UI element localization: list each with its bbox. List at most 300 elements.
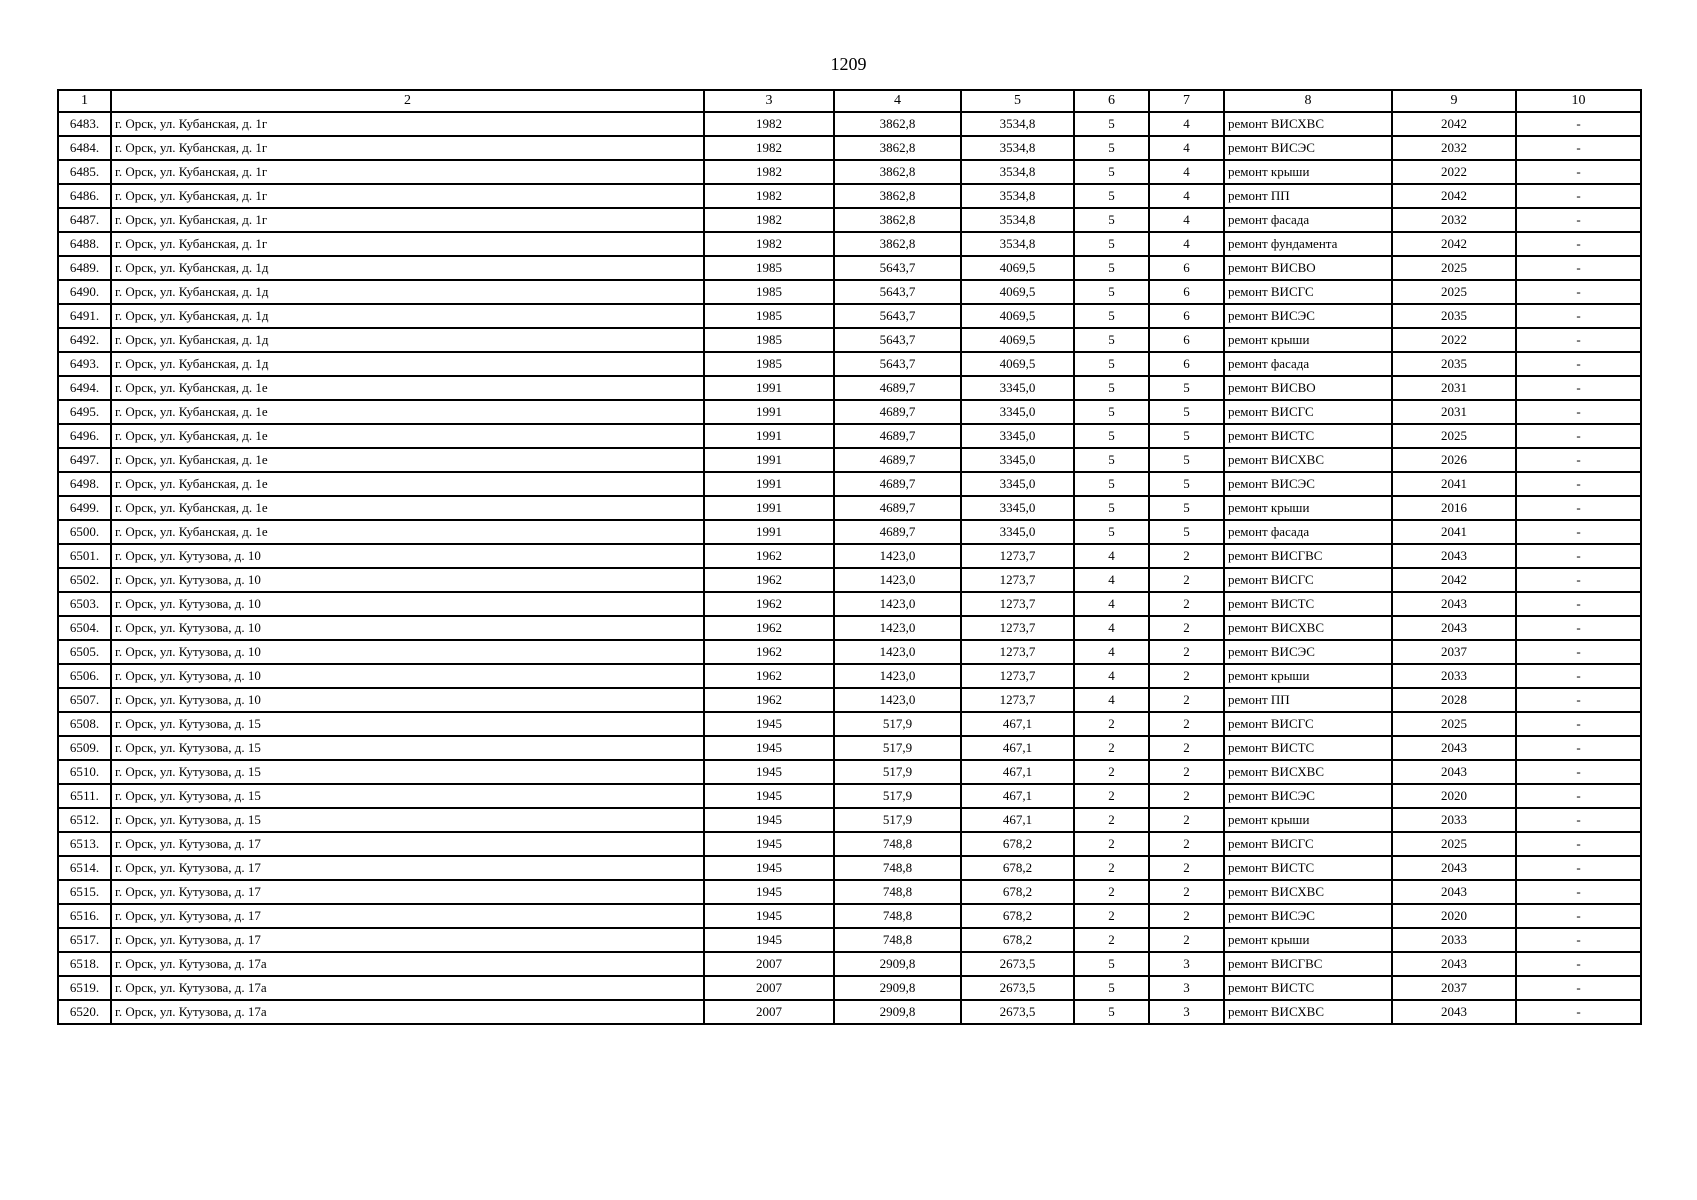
cell-floors: 5 (1074, 160, 1149, 184)
cell-planned-year: 2022 (1392, 328, 1516, 352)
cell-note: - (1516, 736, 1641, 760)
cell-floors: 5 (1074, 352, 1149, 376)
cell-planned-year: 2041 (1392, 520, 1516, 544)
cell-address: г. Орск, ул. Кутузова, д. 10 (111, 616, 704, 640)
table-row (58, 376, 1641, 400)
cell-row-number: 6506. (58, 664, 111, 688)
cell-address: г. Орск, ул. Кутузова, д. 10 (111, 640, 704, 664)
cell-note: - (1516, 832, 1641, 856)
cell-planned-year: 2041 (1392, 472, 1516, 496)
cell-row-number: 6494. (58, 376, 111, 400)
cell-note: - (1516, 616, 1641, 640)
cell-work-type: ремонт ВИСЭС (1224, 136, 1392, 160)
cell-entrances: 2 (1149, 808, 1224, 832)
cell-row-number: 6499. (58, 496, 111, 520)
cell-work-type: ремонт фундамента (1224, 232, 1392, 256)
cell-living-area: 1273,7 (961, 568, 1074, 592)
cell-note: - (1516, 328, 1641, 352)
cell-total-area: 1423,0 (834, 568, 961, 592)
cell-entrances: 4 (1149, 136, 1224, 160)
table-row (58, 640, 1641, 664)
cell-total-area: 1423,0 (834, 544, 961, 568)
cell-build-year: 1982 (704, 184, 834, 208)
cell-note: - (1516, 496, 1641, 520)
cell-work-type: ремонт ПП (1224, 184, 1392, 208)
cell-row-number: 6496. (58, 424, 111, 448)
cell-work-type: ремонт ВИСГС (1224, 568, 1392, 592)
cell-total-area: 5643,7 (834, 280, 961, 304)
cell-entrances: 2 (1149, 832, 1224, 856)
cell-note: - (1516, 760, 1641, 784)
table-row (58, 304, 1641, 328)
cell-build-year: 1991 (704, 472, 834, 496)
cell-planned-year: 2032 (1392, 136, 1516, 160)
cell-floors: 2 (1074, 736, 1149, 760)
cell-address: г. Орск, ул. Кутузова, д. 15 (111, 736, 704, 760)
cell-living-area: 4069,5 (961, 304, 1074, 328)
cell-note: - (1516, 184, 1641, 208)
cell-total-area: 5643,7 (834, 304, 961, 328)
cell-planned-year: 2043 (1392, 856, 1516, 880)
cell-floors: 4 (1074, 664, 1149, 688)
cell-entrances: 2 (1149, 664, 1224, 688)
cell-entrances: 5 (1149, 496, 1224, 520)
cell-floors: 5 (1074, 424, 1149, 448)
cell-planned-year: 2043 (1392, 592, 1516, 616)
cell-total-area: 517,9 (834, 760, 961, 784)
cell-build-year: 1991 (704, 424, 834, 448)
cell-planned-year: 2031 (1392, 400, 1516, 424)
cell-note: - (1516, 208, 1641, 232)
cell-living-area: 1273,7 (961, 616, 1074, 640)
cell-living-area: 3345,0 (961, 472, 1074, 496)
column-header-2: 2 (111, 90, 704, 112)
cell-floors: 2 (1074, 760, 1149, 784)
cell-row-number: 6493. (58, 352, 111, 376)
cell-floors: 5 (1074, 256, 1149, 280)
cell-planned-year: 2043 (1392, 952, 1516, 976)
cell-address: г. Орск, ул. Кутузова, д. 17 (111, 880, 704, 904)
table-row (58, 136, 1641, 160)
cell-living-area: 1273,7 (961, 544, 1074, 568)
cell-address: г. Орск, ул. Кутузова, д. 17 (111, 832, 704, 856)
cell-planned-year: 2020 (1392, 904, 1516, 928)
cell-address: г. Орск, ул. Кубанская, д. 1г (111, 136, 704, 160)
cell-total-area: 1423,0 (834, 664, 961, 688)
cell-note: - (1516, 544, 1641, 568)
cell-total-area: 4689,7 (834, 424, 961, 448)
cell-work-type: ремонт ВИСЭС (1224, 904, 1392, 928)
cell-floors: 2 (1074, 832, 1149, 856)
cell-work-type: ремонт крыши (1224, 160, 1392, 184)
cell-row-number: 6520. (58, 1000, 111, 1024)
cell-build-year: 1945 (704, 856, 834, 880)
cell-floors: 2 (1074, 880, 1149, 904)
cell-living-area: 3534,8 (961, 232, 1074, 256)
cell-address: г. Орск, ул. Кубанская, д. 1е (111, 400, 704, 424)
table-row (58, 400, 1641, 424)
cell-row-number: 6491. (58, 304, 111, 328)
cell-floors: 4 (1074, 688, 1149, 712)
cell-planned-year: 2020 (1392, 784, 1516, 808)
cell-planned-year: 2043 (1392, 1000, 1516, 1024)
cell-floors: 2 (1074, 856, 1149, 880)
cell-work-type: ремонт ВИСГС (1224, 712, 1392, 736)
cell-entrances: 6 (1149, 352, 1224, 376)
cell-work-type: ремонт ВИСГВС (1224, 544, 1392, 568)
cell-row-number: 6487. (58, 208, 111, 232)
cell-address: г. Орск, ул. Кутузова, д. 17 (111, 928, 704, 952)
table-row (58, 184, 1641, 208)
table-row (58, 856, 1641, 880)
cell-planned-year: 2016 (1392, 496, 1516, 520)
cell-total-area: 3862,8 (834, 112, 961, 136)
table-row (58, 688, 1641, 712)
column-header-1: 1 (58, 90, 111, 112)
cell-address: г. Орск, ул. Кубанская, д. 1е (111, 520, 704, 544)
cell-build-year: 1991 (704, 520, 834, 544)
cell-build-year: 1945 (704, 808, 834, 832)
cell-total-area: 3862,8 (834, 232, 961, 256)
cell-total-area: 5643,7 (834, 256, 961, 280)
cell-row-number: 6501. (58, 544, 111, 568)
cell-floors: 5 (1074, 520, 1149, 544)
cell-total-area: 1423,0 (834, 640, 961, 664)
cell-build-year: 1991 (704, 376, 834, 400)
table-row (58, 232, 1641, 256)
cell-planned-year: 2033 (1392, 664, 1516, 688)
cell-note: - (1516, 928, 1641, 952)
cell-entrances: 4 (1149, 208, 1224, 232)
cell-build-year: 1985 (704, 352, 834, 376)
cell-entrances: 2 (1149, 592, 1224, 616)
cell-build-year: 2007 (704, 976, 834, 1000)
cell-entrances: 5 (1149, 448, 1224, 472)
table-row (58, 160, 1641, 184)
cell-build-year: 1962 (704, 568, 834, 592)
cell-planned-year: 2042 (1392, 232, 1516, 256)
cell-living-area: 4069,5 (961, 328, 1074, 352)
cell-living-area: 3534,8 (961, 112, 1074, 136)
cell-row-number: 6507. (58, 688, 111, 712)
cell-work-type: ремонт ВИСВО (1224, 376, 1392, 400)
cell-note: - (1516, 640, 1641, 664)
cell-total-area: 517,9 (834, 784, 961, 808)
cell-entrances: 2 (1149, 904, 1224, 928)
cell-note: - (1516, 1000, 1641, 1024)
cell-address: г. Орск, ул. Кубанская, д. 1г (111, 208, 704, 232)
table-row (58, 952, 1641, 976)
cell-build-year: 1945 (704, 832, 834, 856)
cell-build-year: 1991 (704, 448, 834, 472)
cell-living-area: 3345,0 (961, 496, 1074, 520)
cell-note: - (1516, 232, 1641, 256)
cell-living-area: 3345,0 (961, 400, 1074, 424)
cell-floors: 5 (1074, 376, 1149, 400)
cell-living-area: 678,2 (961, 856, 1074, 880)
cell-note: - (1516, 376, 1641, 400)
table-row (58, 208, 1641, 232)
cell-total-area: 4689,7 (834, 448, 961, 472)
cell-address: г. Орск, ул. Кутузова, д. 17а (111, 1000, 704, 1024)
table-row (58, 928, 1641, 952)
cell-total-area: 748,8 (834, 928, 961, 952)
cell-row-number: 6504. (58, 616, 111, 640)
cell-entrances: 4 (1149, 112, 1224, 136)
cell-floors: 5 (1074, 952, 1149, 976)
table-row (58, 544, 1641, 568)
cell-row-number: 6513. (58, 832, 111, 856)
cell-floors: 4 (1074, 616, 1149, 640)
cell-total-area: 3862,8 (834, 184, 961, 208)
cell-build-year: 1991 (704, 400, 834, 424)
table-row (58, 736, 1641, 760)
cell-address: г. Орск, ул. Кубанская, д. 1д (111, 256, 704, 280)
cell-total-area: 3862,8 (834, 208, 961, 232)
cell-living-area: 2673,5 (961, 952, 1074, 976)
cell-planned-year: 2025 (1392, 712, 1516, 736)
cell-note: - (1516, 904, 1641, 928)
cell-living-area: 467,1 (961, 712, 1074, 736)
cell-entrances: 4 (1149, 160, 1224, 184)
cell-work-type: ремонт крыши (1224, 808, 1392, 832)
cell-address: г. Орск, ул. Кутузова, д. 17а (111, 952, 704, 976)
cell-floors: 5 (1074, 280, 1149, 304)
cell-build-year: 1985 (704, 256, 834, 280)
cell-work-type: ремонт фасада (1224, 352, 1392, 376)
cell-work-type: ремонт ВИСЭС (1224, 784, 1392, 808)
cell-row-number: 6518. (58, 952, 111, 976)
cell-row-number: 6509. (58, 736, 111, 760)
cell-entrances: 2 (1149, 544, 1224, 568)
cell-entrances: 5 (1149, 520, 1224, 544)
cell-build-year: 1962 (704, 688, 834, 712)
cell-work-type: ремонт ВИСТС (1224, 736, 1392, 760)
cell-entrances: 2 (1149, 712, 1224, 736)
cell-build-year: 1945 (704, 760, 834, 784)
cell-address: г. Орск, ул. Кубанская, д. 1г (111, 160, 704, 184)
cell-living-area: 3345,0 (961, 520, 1074, 544)
cell-row-number: 6500. (58, 520, 111, 544)
cell-total-area: 5643,7 (834, 352, 961, 376)
cell-planned-year: 2035 (1392, 352, 1516, 376)
cell-total-area: 748,8 (834, 904, 961, 928)
cell-entrances: 2 (1149, 784, 1224, 808)
cell-planned-year: 2042 (1392, 112, 1516, 136)
cell-note: - (1516, 688, 1641, 712)
cell-note: - (1516, 592, 1641, 616)
cell-row-number: 6516. (58, 904, 111, 928)
cell-build-year: 1945 (704, 736, 834, 760)
table-row (58, 664, 1641, 688)
cell-note: - (1516, 424, 1641, 448)
table-row (58, 808, 1641, 832)
cell-floors: 5 (1074, 1000, 1149, 1024)
cell-living-area: 2673,5 (961, 1000, 1074, 1024)
cell-floors: 5 (1074, 400, 1149, 424)
cell-living-area: 3345,0 (961, 424, 1074, 448)
cell-work-type: ремонт ВИСВО (1224, 256, 1392, 280)
cell-row-number: 6508. (58, 712, 111, 736)
cell-note: - (1516, 880, 1641, 904)
table-row (58, 472, 1641, 496)
cell-living-area: 4069,5 (961, 352, 1074, 376)
table-row (58, 760, 1641, 784)
cell-work-type: ремонт ВИСЭС (1224, 304, 1392, 328)
cell-planned-year: 2025 (1392, 832, 1516, 856)
page-number: 1209 (830, 54, 867, 74)
cell-work-type: ремонт ВИСГС (1224, 400, 1392, 424)
column-header-4: 4 (834, 90, 961, 112)
cell-address: г. Орск, ул. Кутузова, д. 10 (111, 688, 704, 712)
cell-living-area: 4069,5 (961, 280, 1074, 304)
cell-planned-year: 2042 (1392, 184, 1516, 208)
cell-row-number: 6490. (58, 280, 111, 304)
cell-floors: 5 (1074, 136, 1149, 160)
cell-total-area: 1423,0 (834, 616, 961, 640)
cell-work-type: ремонт крыши (1224, 664, 1392, 688)
cell-address: г. Орск, ул. Кубанская, д. 1е (111, 424, 704, 448)
cell-planned-year: 2043 (1392, 736, 1516, 760)
cell-work-type: ремонт крыши (1224, 496, 1392, 520)
cell-entrances: 2 (1149, 640, 1224, 664)
cell-planned-year: 2042 (1392, 568, 1516, 592)
cell-planned-year: 2035 (1392, 304, 1516, 328)
table-row (58, 112, 1641, 136)
cell-total-area: 2909,8 (834, 976, 961, 1000)
cell-row-number: 6519. (58, 976, 111, 1000)
cell-work-type: ремонт ВИСХВС (1224, 760, 1392, 784)
cell-build-year: 1962 (704, 640, 834, 664)
cell-build-year: 1985 (704, 304, 834, 328)
cell-note: - (1516, 952, 1641, 976)
cell-total-area: 517,9 (834, 736, 961, 760)
cell-total-area: 4689,7 (834, 472, 961, 496)
cell-row-number: 6511. (58, 784, 111, 808)
table-row (58, 592, 1641, 616)
cell-work-type: ремонт ВИСТС (1224, 592, 1392, 616)
cell-entrances: 6 (1149, 304, 1224, 328)
cell-entrances: 5 (1149, 376, 1224, 400)
cell-total-area: 4689,7 (834, 520, 961, 544)
cell-row-number: 6515. (58, 880, 111, 904)
cell-living-area: 678,2 (961, 904, 1074, 928)
cell-living-area: 3534,8 (961, 184, 1074, 208)
cell-build-year: 1962 (704, 616, 834, 640)
cell-note: - (1516, 352, 1641, 376)
cell-note: - (1516, 784, 1641, 808)
cell-note: - (1516, 400, 1641, 424)
cell-total-area: 4689,7 (834, 496, 961, 520)
cell-address: г. Орск, ул. Кутузова, д. 15 (111, 784, 704, 808)
repair-schedule-table (57, 89, 1642, 1025)
table-row (58, 976, 1641, 1000)
cell-note: - (1516, 112, 1641, 136)
cell-work-type: ремонт крыши (1224, 928, 1392, 952)
cell-row-number: 6485. (58, 160, 111, 184)
cell-work-type: ремонт ВИСХВС (1224, 616, 1392, 640)
table-row (58, 448, 1641, 472)
cell-row-number: 6483. (58, 112, 111, 136)
cell-total-area: 517,9 (834, 712, 961, 736)
cell-address: г. Орск, ул. Кубанская, д. 1е (111, 472, 704, 496)
table-row (58, 328, 1641, 352)
cell-build-year: 2007 (704, 1000, 834, 1024)
cell-living-area: 3345,0 (961, 448, 1074, 472)
cell-entrances: 6 (1149, 280, 1224, 304)
cell-living-area: 467,1 (961, 808, 1074, 832)
cell-address: г. Орск, ул. Кутузова, д. 10 (111, 568, 704, 592)
cell-entrances: 3 (1149, 952, 1224, 976)
cell-floors: 2 (1074, 928, 1149, 952)
cell-work-type: ремонт ВИСГС (1224, 832, 1392, 856)
cell-address: г. Орск, ул. Кубанская, д. 1г (111, 232, 704, 256)
cell-note: - (1516, 712, 1641, 736)
cell-work-type: ремонт ВИСТС (1224, 856, 1392, 880)
cell-planned-year: 2031 (1392, 376, 1516, 400)
cell-build-year: 1982 (704, 208, 834, 232)
cell-build-year: 1945 (704, 712, 834, 736)
cell-note: - (1516, 856, 1641, 880)
table-row (58, 832, 1641, 856)
cell-row-number: 6512. (58, 808, 111, 832)
cell-floors: 4 (1074, 640, 1149, 664)
cell-work-type: ремонт ВИСЭС (1224, 472, 1392, 496)
cell-entrances: 2 (1149, 856, 1224, 880)
table-row (58, 520, 1641, 544)
cell-work-type: ремонт ВИСХВС (1224, 448, 1392, 472)
cell-total-area: 4689,7 (834, 400, 961, 424)
cell-total-area: 4689,7 (834, 376, 961, 400)
cell-floors: 5 (1074, 472, 1149, 496)
cell-note: - (1516, 472, 1641, 496)
cell-planned-year: 2037 (1392, 640, 1516, 664)
cell-row-number: 6495. (58, 400, 111, 424)
cell-row-number: 6489. (58, 256, 111, 280)
cell-entrances: 4 (1149, 232, 1224, 256)
cell-total-area: 748,8 (834, 832, 961, 856)
table-row (58, 424, 1641, 448)
cell-address: г. Орск, ул. Кубанская, д. 1д (111, 352, 704, 376)
cell-floors: 5 (1074, 448, 1149, 472)
cell-address: г. Орск, ул. Кутузова, д. 17 (111, 856, 704, 880)
table-row (58, 616, 1641, 640)
cell-row-number: 6510. (58, 760, 111, 784)
cell-address: г. Орск, ул. Кубанская, д. 1г (111, 184, 704, 208)
cell-planned-year: 2043 (1392, 760, 1516, 784)
cell-entrances: 4 (1149, 184, 1224, 208)
cell-living-area: 678,2 (961, 928, 1074, 952)
cell-note: - (1516, 160, 1641, 184)
cell-build-year: 1945 (704, 904, 834, 928)
cell-floors: 5 (1074, 976, 1149, 1000)
cell-entrances: 2 (1149, 616, 1224, 640)
cell-address: г. Орск, ул. Кубанская, д. 1е (111, 448, 704, 472)
cell-build-year: 1985 (704, 328, 834, 352)
cell-note: - (1516, 664, 1641, 688)
cell-work-type: ремонт фасада (1224, 520, 1392, 544)
cell-living-area: 467,1 (961, 760, 1074, 784)
cell-planned-year: 2026 (1392, 448, 1516, 472)
table-row (58, 712, 1641, 736)
cell-total-area: 3862,8 (834, 160, 961, 184)
cell-address: г. Орск, ул. Кутузова, д. 10 (111, 544, 704, 568)
cell-entrances: 5 (1149, 400, 1224, 424)
cell-note: - (1516, 280, 1641, 304)
cell-living-area: 678,2 (961, 880, 1074, 904)
cell-planned-year: 2033 (1392, 928, 1516, 952)
cell-build-year: 1962 (704, 544, 834, 568)
